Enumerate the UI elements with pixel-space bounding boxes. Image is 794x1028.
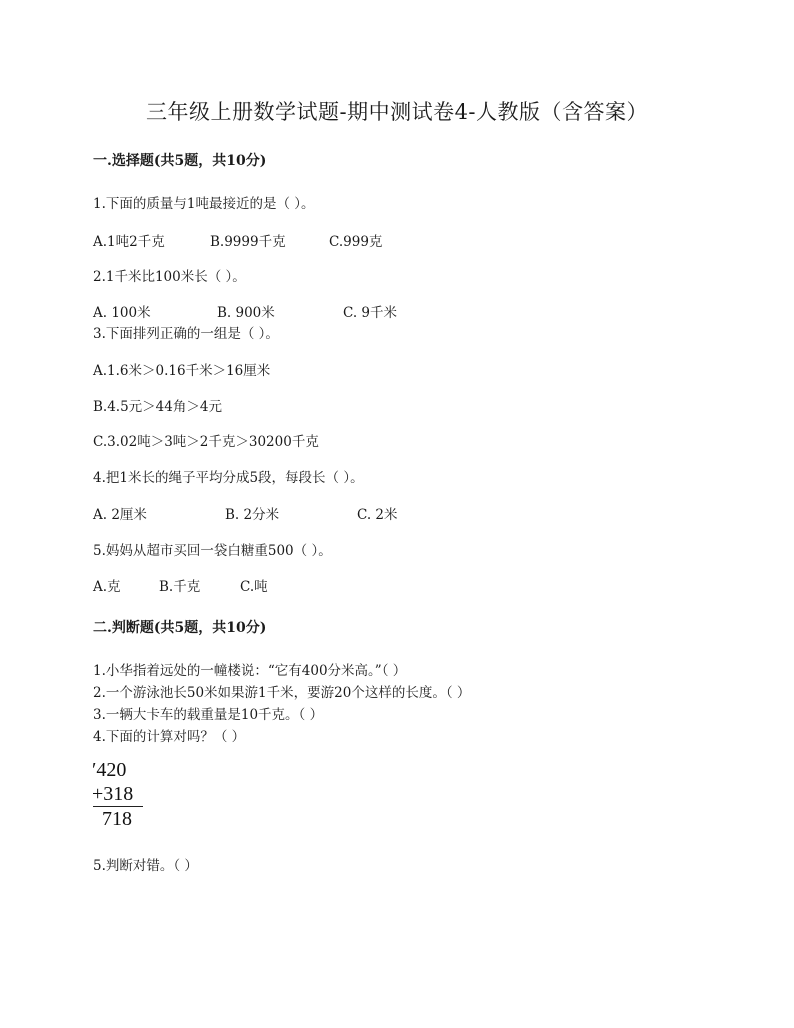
calc-result: 718 xyxy=(102,808,132,830)
question-2-text: 2.1千米比100米长（ ）。 xyxy=(93,269,246,285)
judge-question-5: 5.判断对错。（ ） xyxy=(93,858,198,874)
judge-question-1: 1.小华指着远处的一幢楼说：“它有400分米高。”（ ） xyxy=(93,663,407,679)
question-5-option-b: B.千克 xyxy=(159,579,201,595)
question-4-option-a: A. 2厘米 xyxy=(93,507,147,523)
question-5-text: 5.妈妈从超市买回一袋白糖重500（ ）。 xyxy=(93,543,332,559)
section-heading-choice: 一.选择题(共5题，共10分) xyxy=(93,153,267,169)
question-4-text: 4.把1米长的绳子平均分成5段，每段长（ ）。 xyxy=(93,470,364,486)
question-1-option-a: A.1吨2千克 xyxy=(93,234,165,250)
page-title: 三年级上册数学试题-期中测试卷4-人教版（含答案） xyxy=(145,100,649,124)
calc-addend-1: ′420 xyxy=(92,759,127,781)
section-heading-judgement: 二.判断题(共5题，共10分) xyxy=(93,620,267,636)
question-4-option-b: B. 2分米 xyxy=(225,507,280,523)
question-3-option-a: A.1.6米＞0.16千米＞16厘米 xyxy=(93,363,271,379)
judge-question-2: 2.一个游泳池长50米如果游1千米，要游20个这样的长度。（ ） xyxy=(93,685,471,701)
question-3-option-b: B.4.5元＞44角＞4元 xyxy=(93,399,222,415)
judge-question-3: 3.一辆大卡车的载重量是10千克。（ ） xyxy=(93,707,324,723)
question-2-option-b: B. 900米 xyxy=(217,305,275,321)
question-5-option-a: A.克 xyxy=(93,579,121,595)
question-1-option-c: C.999克 xyxy=(329,234,383,250)
question-3-text: 3.下面排列正确的一组是（ ）。 xyxy=(93,326,279,342)
question-1-option-b: B.9999千克 xyxy=(210,234,286,250)
question-4-option-c: C. 2米 xyxy=(357,507,398,523)
calc-sum-line xyxy=(93,806,143,807)
question-2-option-c: C. 9千米 xyxy=(343,305,398,321)
calc-addend-2: +318 xyxy=(92,783,134,805)
question-3-option-c: C.3.02吨＞3吨＞2千克＞30200千克 xyxy=(93,434,319,450)
question-1-text: 1.下面的质量与1吨最接近的是（ ）。 xyxy=(93,196,315,212)
question-5-option-c: C.吨 xyxy=(240,579,268,595)
question-2-option-a: A. 100米 xyxy=(93,305,151,321)
judge-question-4: 4.下面的计算对吗？（ ） xyxy=(93,729,246,745)
